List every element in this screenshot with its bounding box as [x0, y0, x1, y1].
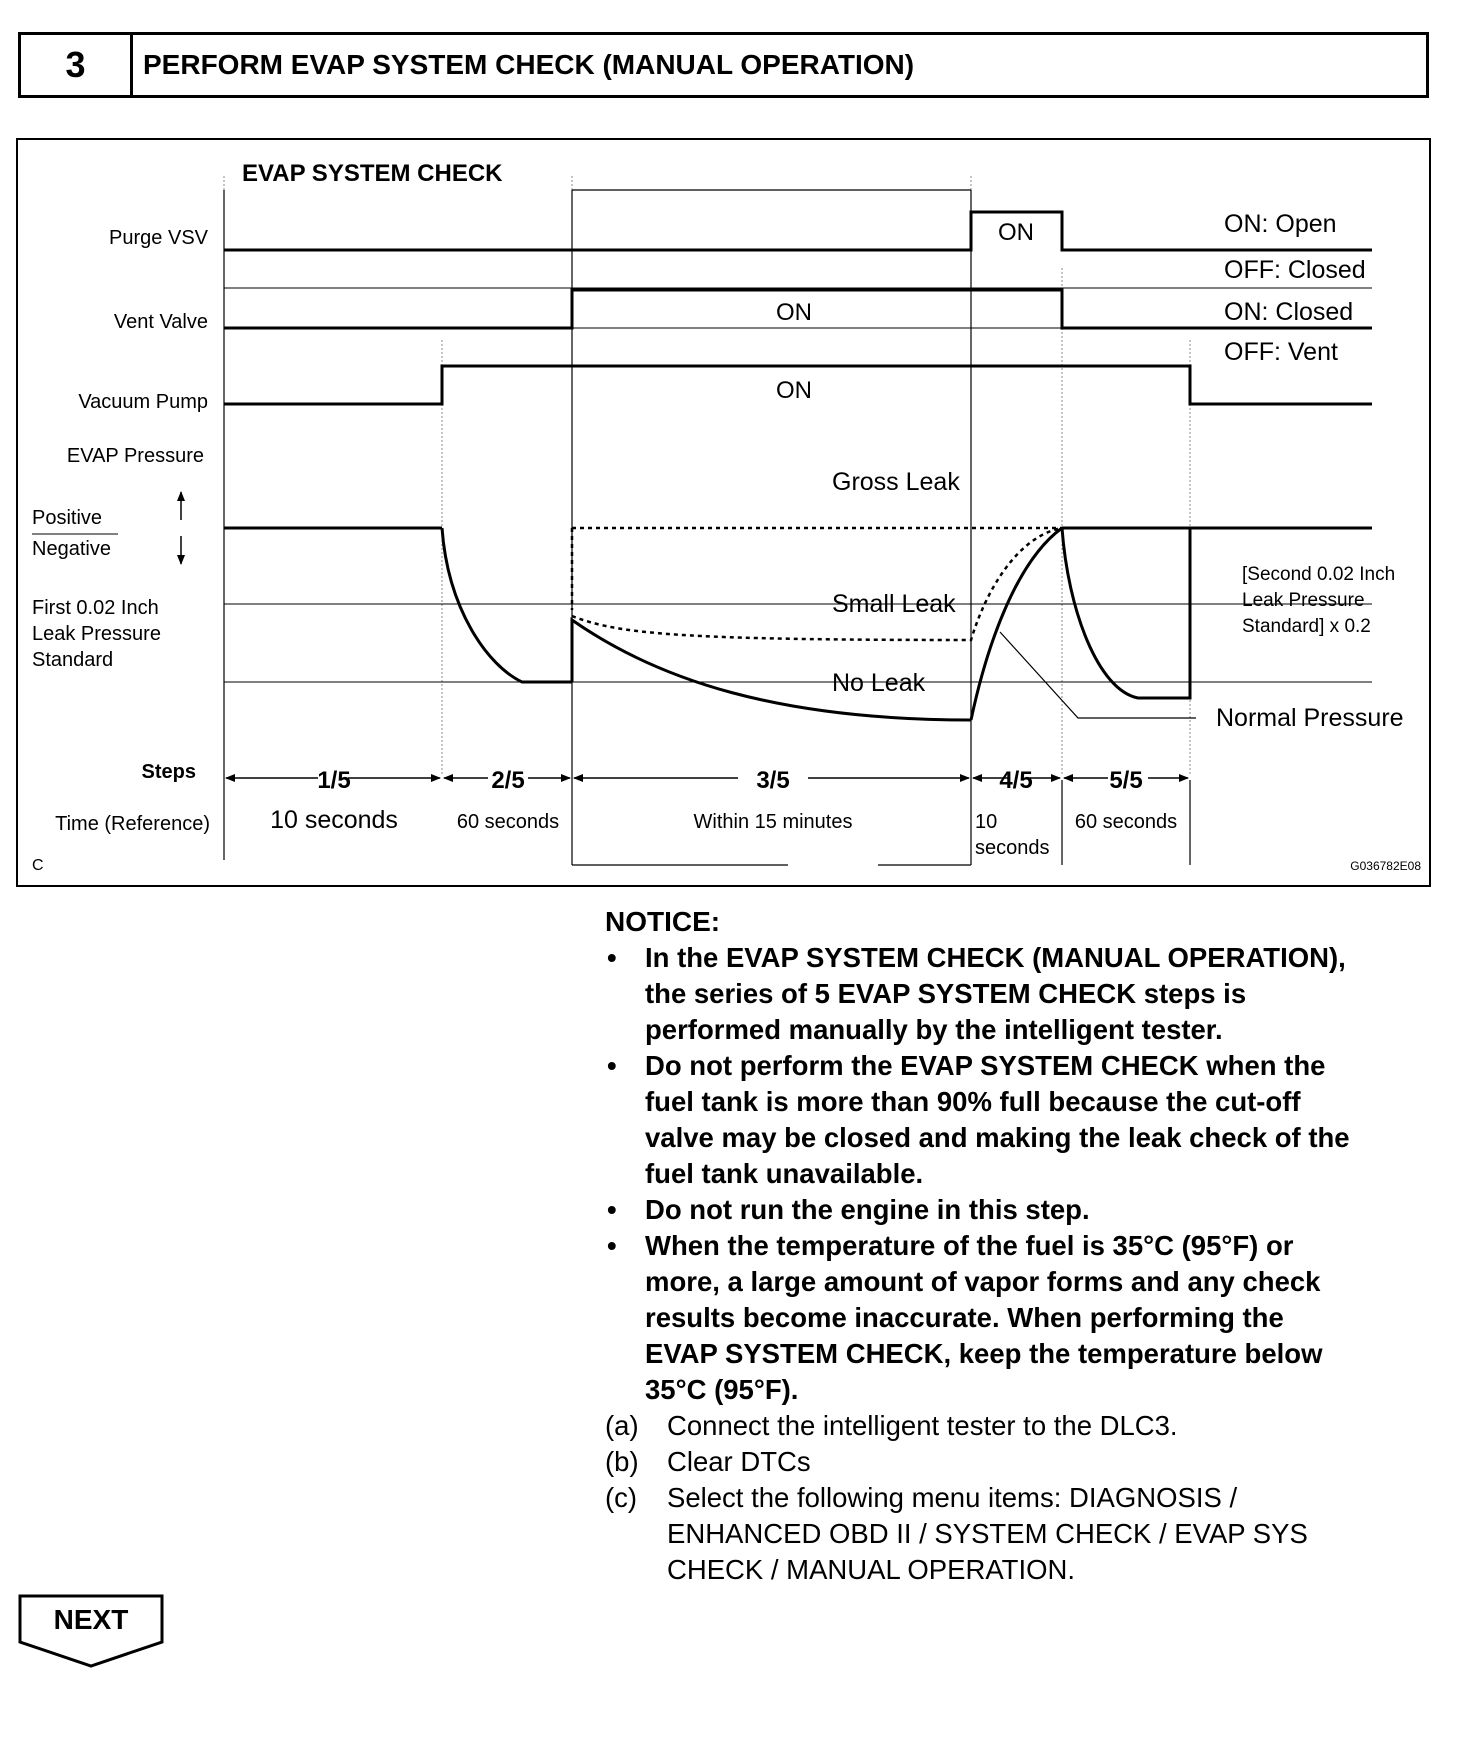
next-button[interactable] [18, 1594, 164, 1668]
second-standard-line3: Standard] x 0.2 [1242, 616, 1371, 637]
notice-bullet: • Do not perform the EVAP SYSTEM CHECK when the fuel tank is more than 90% full because the cut-off valve may be closed and making the leak check of the fuel tank unavailable. [607, 1050, 1350, 1189]
step-label-4: 4/5 [999, 767, 1033, 794]
second-standard-line1: [Second 0.02 Inch [1242, 564, 1396, 585]
notice-title: NOTICE: [605, 906, 721, 937]
row-label-time: Time (Reference) [55, 813, 210, 835]
notice-bullet: • In the EVAP SYSTEM CHECK (MANUAL OPERATION), the series of 5 EVAP SYSTEM CHECK steps is performed manually by the intelligent tester. [607, 942, 1346, 1045]
time-label-4-line2: seconds [975, 837, 1050, 859]
instruction-list [605, 1408, 1435, 1588]
legend-vent-off: OFF: Vent [1224, 338, 1338, 366]
normal-pressure-leader [1000, 632, 1196, 718]
time-label-3: Within 15 minutes [693, 811, 853, 833]
pressure-curve-step2 [442, 528, 572, 682]
instruction-label: (a) [605, 1410, 639, 1441]
time-label-2: 60 seconds [456, 811, 560, 833]
gross-leak-label: Gross Leak [832, 468, 960, 496]
step-label-3: 3/5 [756, 767, 790, 794]
row-label-steps: Steps [141, 761, 196, 783]
time-label-1: 10 seconds [270, 806, 398, 834]
reference-lines [224, 288, 1372, 682]
time-label-4-line1: 10 [975, 811, 998, 833]
step-label-1: 1/5 [317, 767, 351, 794]
normal-pressure-label: Normal Pressure [1216, 704, 1404, 732]
purge-vsv-on-label: ON [998, 219, 1034, 246]
bullet-dot: • [607, 1230, 617, 1261]
instruction-item: (c) Select the following menu items: DIAGNOSIS / ENHANCED OBD II / SYSTEM CHECK / EVAP SYS CHECK / MANUAL OPERATION. [605, 1482, 1308, 1585]
row-label-vent-valve: Vent Valve [113, 311, 208, 333]
row-label-purge-vsv: Purge VSV [109, 227, 208, 249]
legend-purge-on: ON: Open [1224, 210, 1337, 238]
step-title: PERFORM EVAP SYSTEM CHECK (MANUAL OPERATION) [143, 49, 915, 80]
first-standard-line1: First 0.02 Inch [32, 597, 159, 619]
row-label-evap-pressure: EVAP Pressure [66, 445, 204, 467]
label-positive: Positive [32, 507, 103, 529]
label-negative: Negative [32, 538, 111, 560]
time-label-5: 60 seconds [1074, 811, 1178, 833]
small-leak-label: Small Leak [832, 590, 956, 618]
notice-bullets [605, 940, 1435, 1408]
vacuum-pump-on-label: ON [776, 377, 812, 404]
no-leak-label: No Leak [832, 669, 926, 697]
purge-vsv-signal [224, 212, 1372, 250]
bullet-dot: • [607, 942, 617, 973]
step-header [18, 32, 1429, 98]
figure-code: G036782E08 [1350, 859, 1421, 873]
notice-bullet: • When the temperature of the fuel is 35°C (95°F) or more, a large amount of vapor forms and any check results become inaccurate. When performing the EVAP SYSTEM CHECK, keep the temperature below 35°C (95°F). [607, 1230, 1323, 1405]
bullet-dot: • [607, 1194, 617, 1225]
row-label-vacuum-pump: Vacuum Pump [78, 391, 208, 413]
small-leak-curve [572, 528, 1062, 640]
corner-label: C [32, 857, 44, 874]
instruction-label: (c) [605, 1482, 638, 1513]
step-label-2: 2/5 [491, 767, 525, 794]
vent-valve-on-label: ON [776, 299, 812, 326]
first-standard-line3: Standard [32, 649, 114, 671]
evap-timing-diagram [16, 138, 1431, 887]
legend-vent-on: ON: Closed [1224, 298, 1354, 326]
second-standard-line2: Leak Pressure [1242, 590, 1365, 611]
first-standard-line2: Leak Pressure [32, 623, 161, 645]
step-label-5: 5/5 [1109, 767, 1143, 794]
timing-chart-svg [18, 140, 1429, 885]
pressure-curve-step5 [1062, 528, 1190, 698]
legend-purge-off: OFF: Closed [1224, 256, 1366, 284]
instruction-item: (b) Clear DTCs [605, 1444, 1435, 1480]
bullet-dot: • [607, 1050, 617, 1081]
notice-section [605, 904, 1435, 1588]
diagram-title: EVAP SYSTEM CHECK [242, 160, 503, 187]
instruction-label: (b) [605, 1446, 639, 1477]
instruction-item: (a) Connect the intelligent tester to the DLC3. [605, 1408, 1435, 1444]
next-label: NEXT [53, 1604, 129, 1635]
notice-bullet: • Do not run the engine in this step. [605, 1192, 1435, 1228]
step-number: 3 [21, 35, 133, 95]
